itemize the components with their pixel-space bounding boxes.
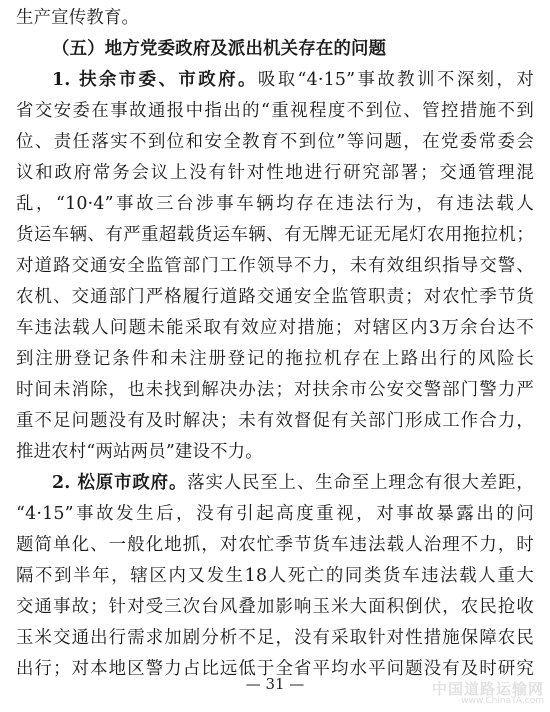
text-line: 乱，“10·4”事故三台涉事车辆均存在违法行为，有违法载人: [16, 194, 534, 214]
text-line: 重不足问题没有及时解决；未有效督促有关部门形成工作合力，: [16, 411, 534, 431]
subsection-heading: 2. 松原市政府。: [52, 473, 188, 493]
text-line: 对道路交通安全监管部门工作领导不力，未有效组织指导交警、: [16, 256, 534, 276]
watermark-title: 中国道路运输网: [431, 680, 544, 698]
watermark: [404, 678, 544, 708]
text-line: 农机、交通部门严格履行道路交通安全监管职责；对农忙季节货: [16, 287, 534, 307]
page-number: — 31 —: [245, 675, 305, 693]
text-line: 货运车辆、有严重超载货运车辆、有无牌无证无尾灯农用拖拉机；: [16, 225, 534, 245]
text-line: 生产宣传教育。: [16, 8, 140, 28]
text-line: 位、责任落实不到位和安全教育不到位”等问题，在党委常委会: [16, 132, 534, 152]
section-heading: （五）地方党委政府及派出机关存在的问题: [52, 39, 387, 59]
text-line: 推进农村“两站两员”建设不力。: [16, 442, 263, 462]
text-line: 议和政府常务会议上没有针对性地进行研究部署；交通管理混: [16, 163, 534, 183]
text-line: 出行；对本地区警力占比远低于全省平均水平问题没有及时研究: [16, 659, 534, 679]
watermark-url: www.ChinaTA.com: [461, 696, 544, 706]
paragraph-first-line: [16, 65, 534, 95]
text-line: 到注册登记条件和未注册登记的拖拉机存在上路出行的风险长: [16, 349, 534, 369]
paragraph-first-line: [16, 468, 534, 498]
text-line: “4·15”事故发生后，没有引起高度重视，对事故暴露出的问: [16, 504, 534, 524]
subsection-heading: 1. 扶余市委、市政府。: [52, 70, 258, 90]
text-line: 车违法载人问题未能采取有效应对措施；对辖区内3万余台达不: [16, 318, 534, 338]
text-line: 交通事故；针对受三次台风叠加影响玉米大面积倒伏，农民抢收: [16, 597, 534, 617]
text-line: 隔不到半年，辖区内又发生18人死亡的同类货车违法载人重大: [16, 566, 534, 586]
text-run: 落实人民至上、生命至上理念有很大差距，: [187, 473, 534, 493]
text-line: 省交安委在事故通报中指出的“重视程度不到位、管控措施不到: [16, 101, 534, 121]
text-run: 吸取“4·15”事故教训不深刻，对: [257, 70, 534, 90]
text-line: 时间未消除，也未找到解决办法；对扶余市公安交警部门警力严: [16, 380, 534, 400]
text-line: 玉米交通出行需求加剧分析不足，没有采取针对性措施保障农民: [16, 628, 534, 648]
text-line: 题简单化、一般化地抓，对农忙季节货车违法载人治理不力，时: [16, 535, 534, 555]
